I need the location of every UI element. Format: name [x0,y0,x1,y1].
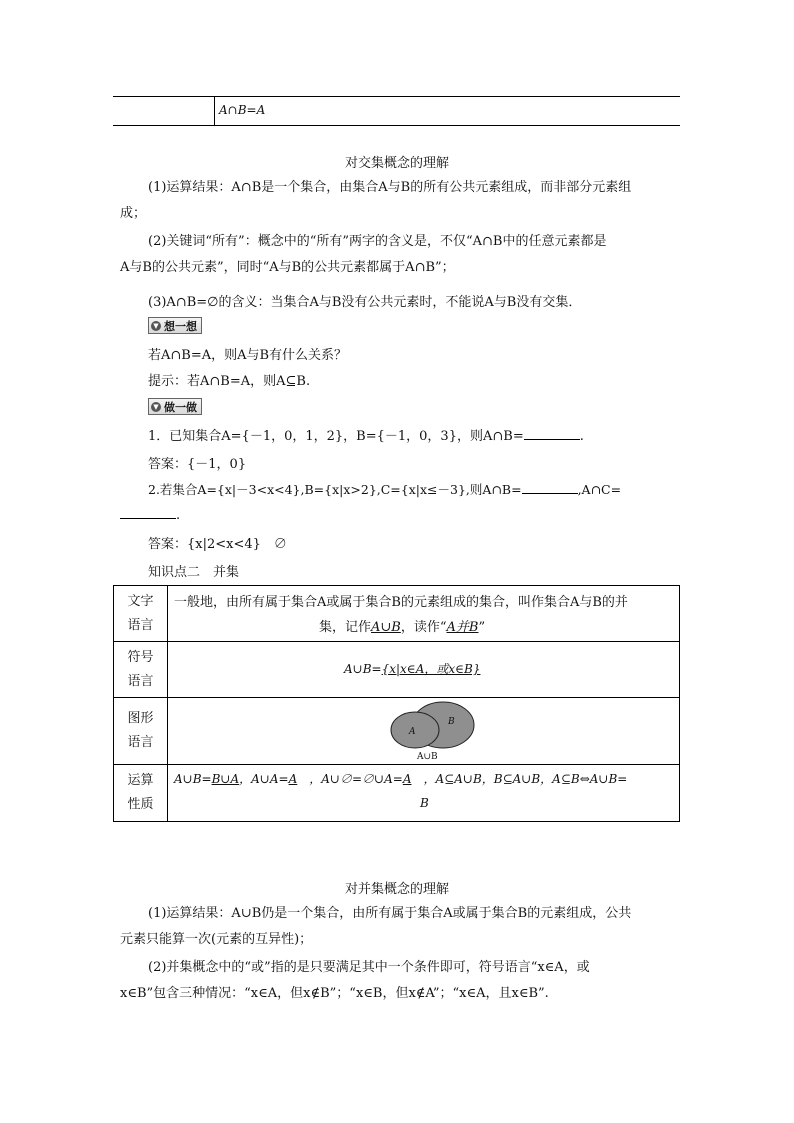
section-title: 知识点二 并集 [148,565,240,580]
venn-caption: A∪B [417,752,438,762]
think-question: 若A∩B=A，则A与B有什么关系？ [148,348,348,363]
venn-diagram [373,700,483,762]
union-note-title: 对并集概念的理解 [344,882,449,897]
intersection-note-title: 对交集概念的理解 [344,156,449,171]
do-badge: ▼ 做一做 [148,398,202,415]
answer-2: 答案：{x|2<x<4} ∅ [148,537,287,552]
venn-label-a: A [409,727,416,737]
chevron-down-icon: ▼ [151,321,161,331]
union-point-1: (1)运算结果：A∪B仍是一个集合，由所有属于集合A或属于集合B的元素组成，公共 元素只能算一次(元素的互异性)； [120,906,632,947]
intersection-point-3: (3)A∩B=∅的含义：当集合A与B没有公共元素时，不能说A与B没有交集． [148,295,582,310]
answer-blank [120,506,176,519]
table-divider [214,97,215,125]
table-row: 符号 语言 A∪B={x|x∈A，或x∈B} [114,642,679,698]
intersection-point-1: (1)运算结果：A∩B是一个集合，由集合A与B的所有公共元素组成，而非部分元素组 成； [120,180,632,221]
table-row: 运算 性质 A∪B=B∪A，A∪A=A ，A∪∅=∅∪A=A ，A⊆A∪B，B⊆A∪B，A⊆B⇔A∪B= B [114,765,679,821]
question-1: 1．已知集合A={－1，0，1，2}，B={－1，0，3}，则A∩B= . [148,429,584,444]
venn-label-b: B [448,717,455,727]
table-row: 文字 语言 一般地，由所有属于集合A或属于集合B的元素组成的集合，叫作集合A与B的并 集，记作A∪B，读作“A并B” [114,586,679,642]
answer-blank [524,427,580,440]
union-point-2: (2)并集概念中的“或”指的是只要满足其中一个条件即可，符号语言“x∈A，或 x∈B”包含三种情况：“x∈A，但x∉B”；“x∈B，但x∉A”；“x∈A，且x∈B”. [120,960,590,1001]
top-table-fragment [113,96,680,126]
table-row: 图形 语言 A B A∪B [114,698,679,765]
question-2-continued: . [120,506,180,523]
intersection-point-2: (2)关键词“所有”：概念中的“所有”两字的含义是，不仅“A∩B中的任意元素都是 A与B的公共元素”，同时“A与B的公共元素都属于A∩B”； [120,234,607,275]
think-hint: 提示：若A∩B=A，则A⊆B. [148,374,311,389]
union-table [113,585,680,822]
table-cell: A∩B=A [219,103,266,117]
question-2: 2.若集合A={x|－3<x<4},B={x|x>2},C={x|x≤－3},则A∩B= ,A∩C= [148,482,622,497]
chevron-down-icon: ▼ [151,402,161,412]
answer-1: 答案：{－1，0} [148,457,247,472]
answer-blank [522,481,578,494]
think-badge: ▼ 想一想 [148,317,202,334]
